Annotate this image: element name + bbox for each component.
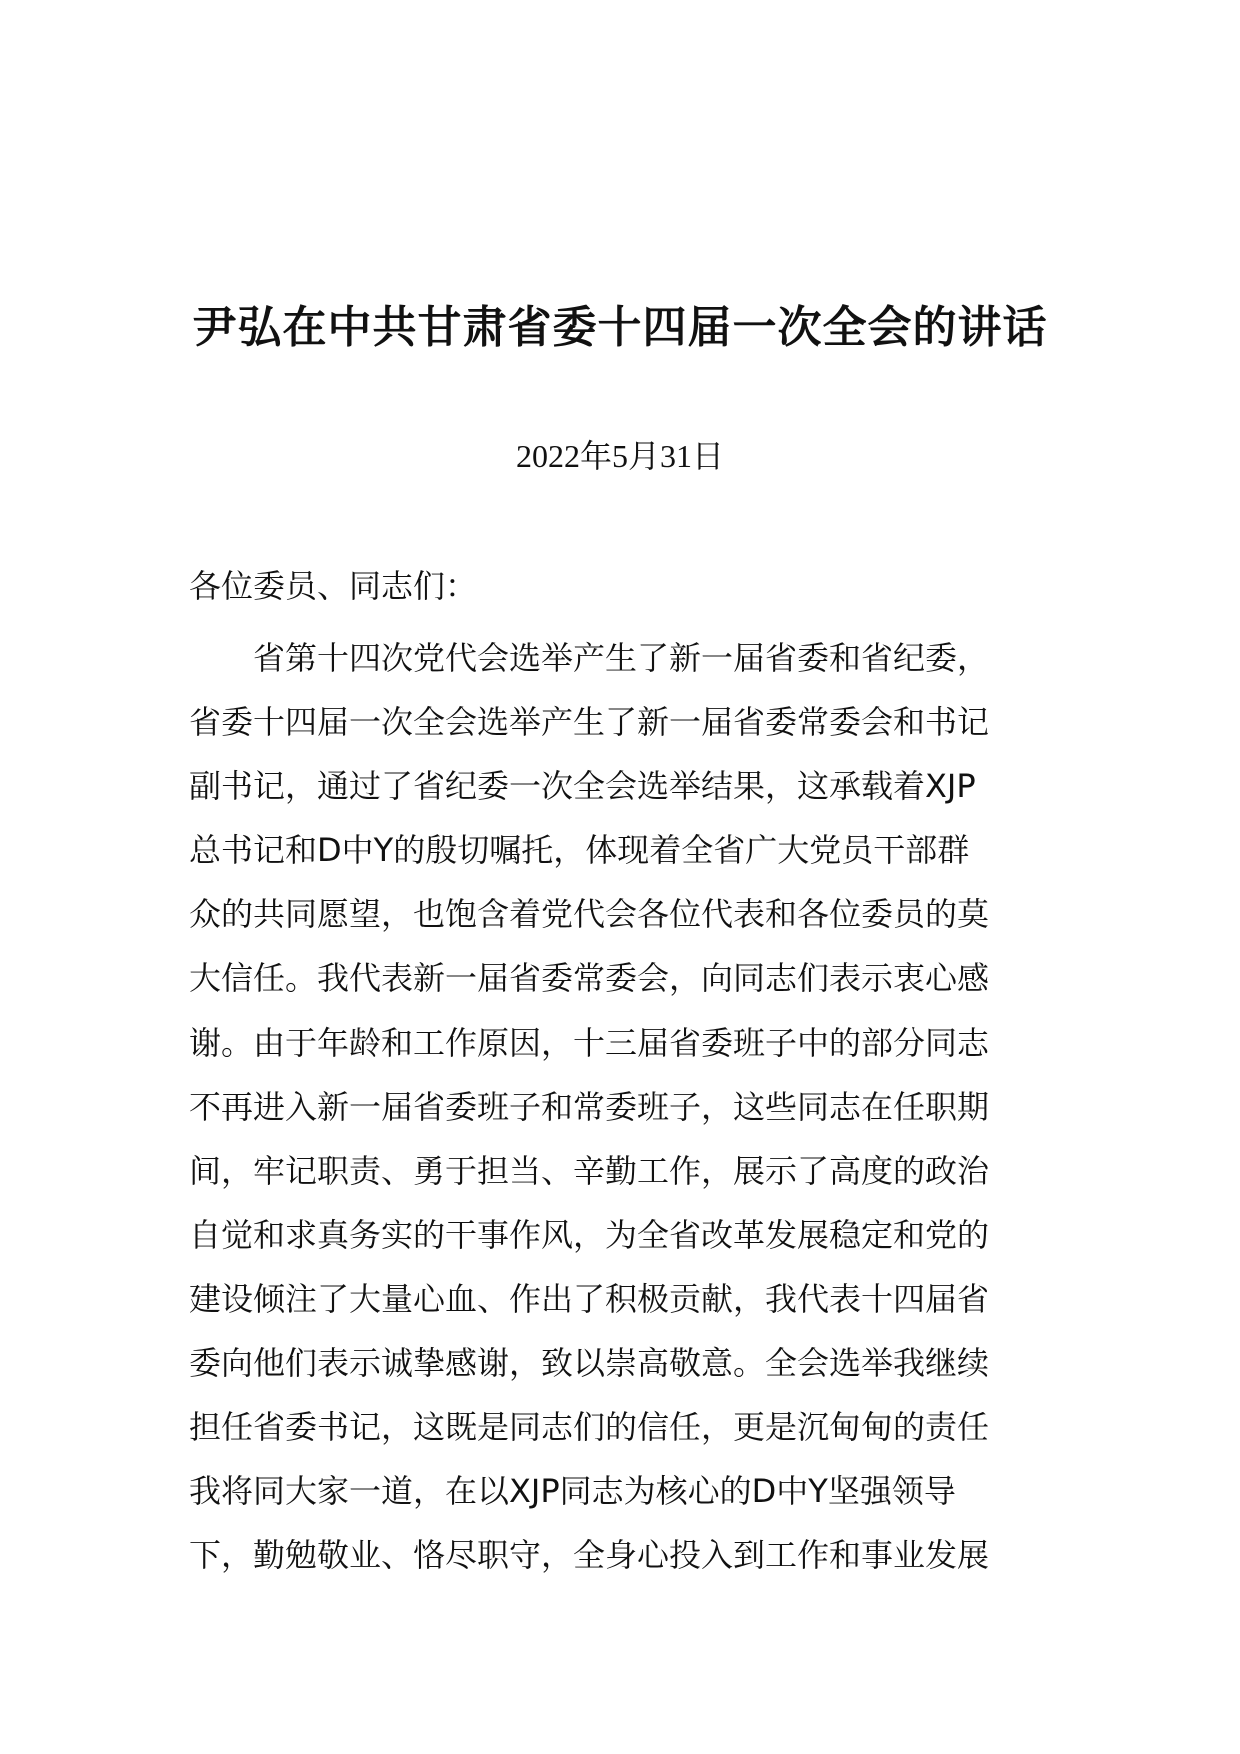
paragraph-line: 众的共同愿望，也饱含着党代会各位代表和各位委员的莫 xyxy=(189,895,990,934)
paragraph-line: 间，牢记职责、勇于担当、辛勤工作，展示了高度的政治 xyxy=(189,1151,990,1190)
document-date: 2022年5月31日 xyxy=(515,438,724,474)
paragraph-line: 建设倾注了大量心血、作出了积极贡献，我代表十四届省 xyxy=(189,1279,990,1318)
paragraph-line: 我将同大家一道，在以XJP同志为核心的D中Y坚强领导 xyxy=(189,1472,956,1511)
paragraph-line: 谢。由于年龄和工作原因，十三届省委班子中的部分同志 xyxy=(189,1023,990,1062)
salutation: 各位委员、同志们： xyxy=(189,567,478,605)
paragraph-line: 大信任。我代表新一届省委常委会，向同志们表示衷心感 xyxy=(189,959,990,998)
paragraph-line: 省委十四届一次全会选举产生了新一届省委常委会和书记 xyxy=(189,703,990,742)
paragraph-line: 总书记和D中Y的殷切嘱托，体现着全省广大党员干部群 xyxy=(189,831,970,870)
paragraph-line: 委向他们表示诚挚感谢，致以崇高敬意。全会选举我继续 xyxy=(189,1344,990,1383)
paragraph-line: 省第十四次党代会选举产生了新一届省委和省纪委， xyxy=(253,639,990,677)
body-paragraph xyxy=(189,626,1059,1587)
paragraph-line: 下，勤勉敬业、恪尽职守，全身心投入到工作和事业发展 xyxy=(189,1536,990,1575)
document-title: 尹弘在中共甘肃省委十四届一次全会的讲话 xyxy=(192,302,1048,353)
paragraph-line: 自觉和求真务实的干事作风，为全省改革发展稳定和党的 xyxy=(189,1215,990,1254)
paragraph-line: 担任省委书记，这既是同志们的信任，更是沉甸甸的责任 xyxy=(189,1408,990,1447)
paragraph-line: 副书记，通过了省纪委一次全会选举结果，这承载着XJP xyxy=(189,767,976,806)
paragraph-line: 不再进入新一届省委班子和常委班子，这些同志在任职期 xyxy=(189,1087,990,1126)
